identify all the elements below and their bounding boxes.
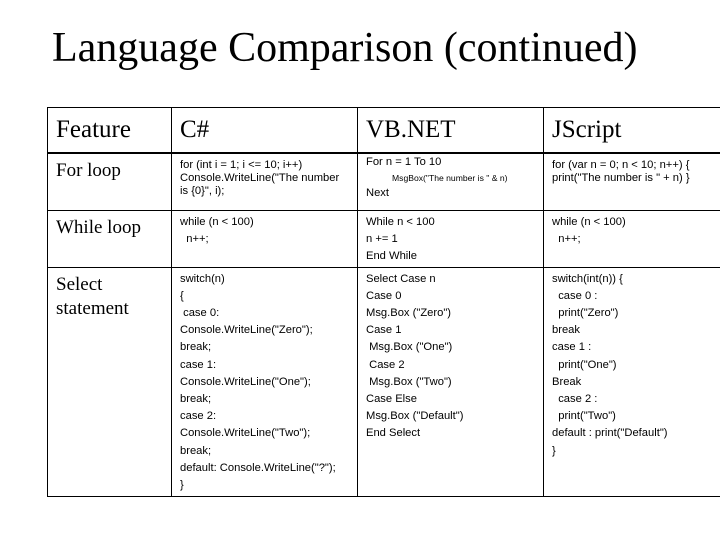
header-jscript: JScript [544, 108, 720, 154]
vbnet-for-code: For n = 1 To 10 MsgBox("The number is " & n) Next [366, 156, 508, 199]
cell-feature: While loop [48, 210, 172, 267]
cell-csharp: while (n < 100) n++; [172, 210, 358, 267]
cell-jscript: while (n < 100) n++; [544, 210, 720, 267]
comparison-table [47, 107, 720, 497]
table-row-select-statement [48, 267, 720, 497]
table-row-while-loop [48, 210, 720, 267]
slide-title: Language Comparison (continued) [52, 25, 638, 71]
table-row-for-loop [48, 153, 720, 210]
cell-jscript: for (var n = 0; n < 10; n++) { print("The number is " + n) } [544, 153, 720, 210]
header-vbnet: VB.NET [358, 108, 544, 154]
cell-vbnet: Select Case n Case 0 Msg.Box ("Zero") Case 1 Msg.Box ("One") Case 2 Msg.Box ("Two") Case Else Msg.Box ("Default") End Select [358, 267, 544, 497]
header-feature: Feature [48, 108, 172, 154]
table-header-row [48, 108, 720, 154]
cell-csharp: switch(n) { case 0: Console.WriteLine("Zero"); break; case 1: Console.WriteLine("One"); break; case 2: Console.WriteLine("Two"); break; default: Console.WriteLine("?"); } [172, 267, 358, 497]
cell-feature: Select statement [48, 267, 172, 497]
cell-vbnet: While n < 100 n += 1 End While [358, 210, 544, 267]
cell-feature: For loop [48, 153, 172, 210]
header-csharp: C# [172, 108, 358, 154]
cell-jscript: switch(int(n)) { case 0 : print("Zero") break case 1 : print("One") Break case 2 : print("Two") default : print("Default") } [544, 267, 720, 497]
cell-vbnet [358, 153, 544, 210]
cell-csharp: for (int i = 1; i <= 10; i++) Console.WriteLine("The number is {0}", i); [172, 153, 358, 210]
